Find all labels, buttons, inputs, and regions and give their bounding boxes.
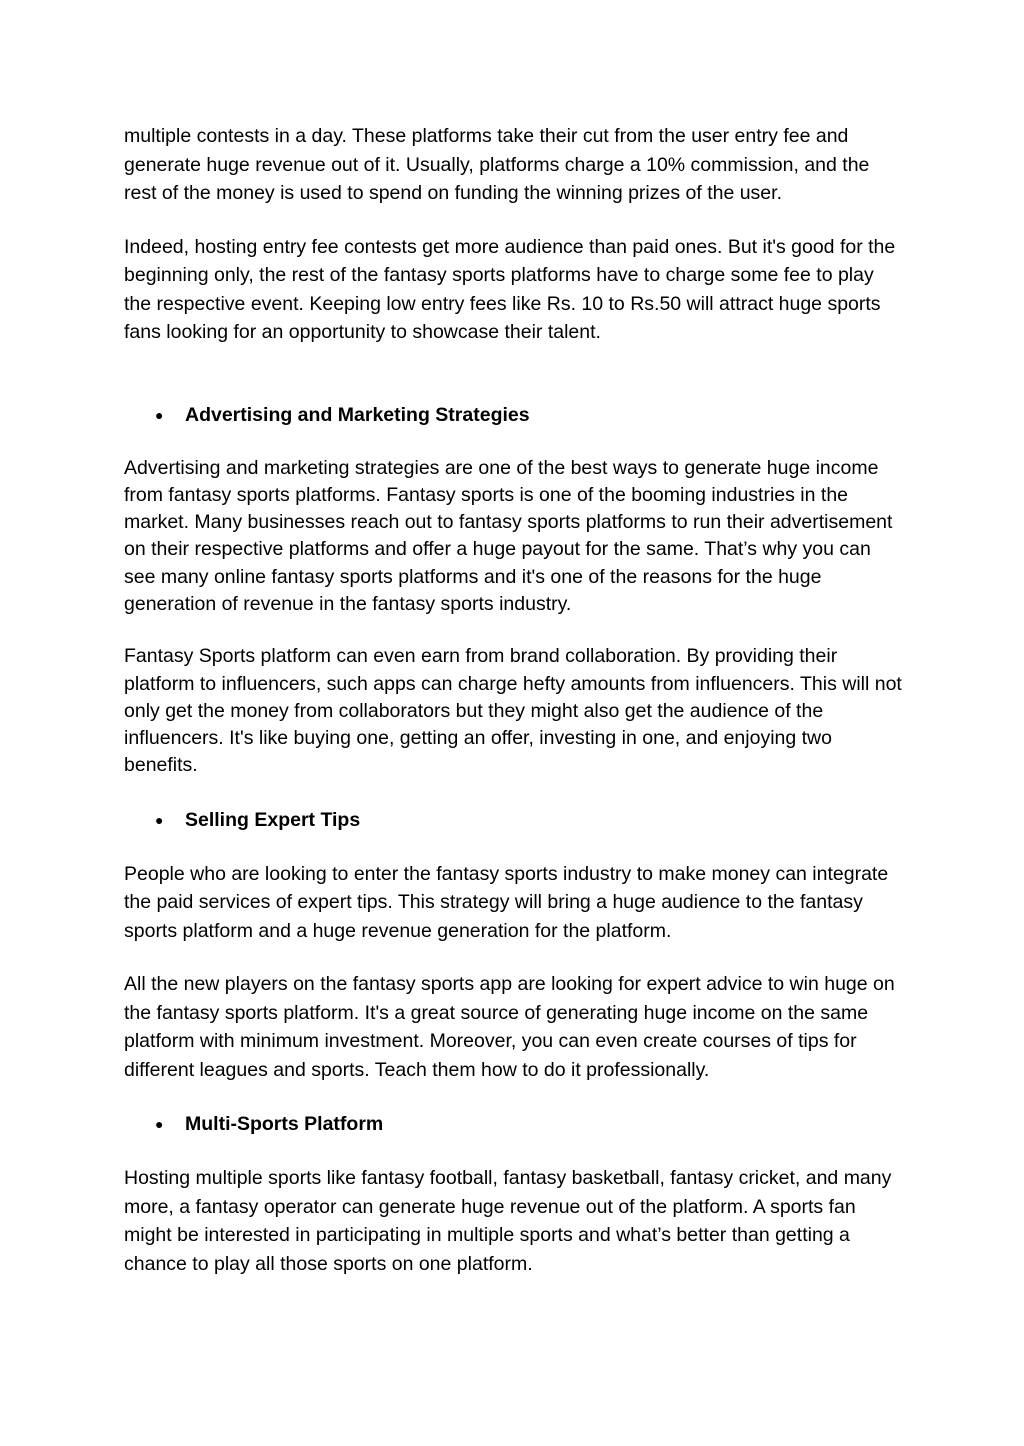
paragraph-commission: multiple contests in a day. These platforms take their cut from the user entry fee and generate huge revenue out of it. Usually, platforms charge a 10% commission, and the rest of the money is used to spend on funding the winning prizes of the user. [124, 125, 870, 204]
heading-advertising-label: Advertising and Marketing Strategies [185, 403, 530, 426]
bullet-icon: ● [155, 811, 164, 828]
paragraph-expert-tips: People who are looking to enter the fantasy sports industry to make money can integrate the paid services of expert tips. This strategy will bring a huge audience to the fantasy sports platform and a huge revenue generation for the platform. [124, 862, 889, 942]
bullet-icon: ● [155, 406, 164, 423]
paragraph-entry-fee: Indeed, hosting entry fee contests get more audience than paid ones. But it's good for the beginning only, the rest of the fantasy sports platforms have to charge some fee to play the respective event. Keeping low entry fees like Rs. 10 to Rs.50 will attract huge sports fans looking for an opportunity to showcase their talent. [124, 235, 896, 343]
heading-multi-sports-label: Multi-Sports Platform [185, 1113, 384, 1136]
heading-multi-sports [155, 1110, 904, 1138]
heading-advertising [155, 401, 904, 429]
paragraph-brand-collaboration: Fantasy Sports platform can even earn from brand collaboration. By providing their platform to influencers, such apps can charge hefty amounts from influencers. This will not only get the money from collaborators but they might also get the audience of the influencers. It's like buying one, getting an offer, investing in one, and enjoying two benefits. [124, 645, 902, 777]
document-page [124, 122, 904, 1278]
heading-expert-tips-label: Selling Expert Tips [185, 808, 361, 831]
paragraph-advertising: Advertising and marketing strategies are one of the best ways to generate huge income from fantasy sports platforms. Fantasy sports is one of the booming industries in the market. Many businesses reach out to fantasy sports platforms to run their advertisement on their respective platforms and offer a huge payout for the same. That’s why you can see many online fantasy sports platforms and it's one of the reasons for the huge generation of revenue in the fantasy sports industry. [124, 456, 893, 615]
heading-expert-tips [155, 806, 904, 834]
paragraph-expert-advice: All the new players on the fantasy sports app are looking for expert advice to win huge on the fantasy sports platform. It's a great source of generating huge income on the same platform with minimum investment. Moreover, you can even create courses of tips for different leagues and sports. Teach them how to do it professionally. [124, 973, 895, 1081]
bullet-icon: ● [155, 1116, 164, 1133]
paragraph-multi-sports: Hosting multiple sports like fantasy football, fantasy basketball, fantasy cricket, and many more, a fantasy operator can generate huge revenue out of the platform. A sports fan might be interested in participating in multiple sports and what’s better than getting a chance to play all those sports on one platform. [124, 1167, 892, 1275]
